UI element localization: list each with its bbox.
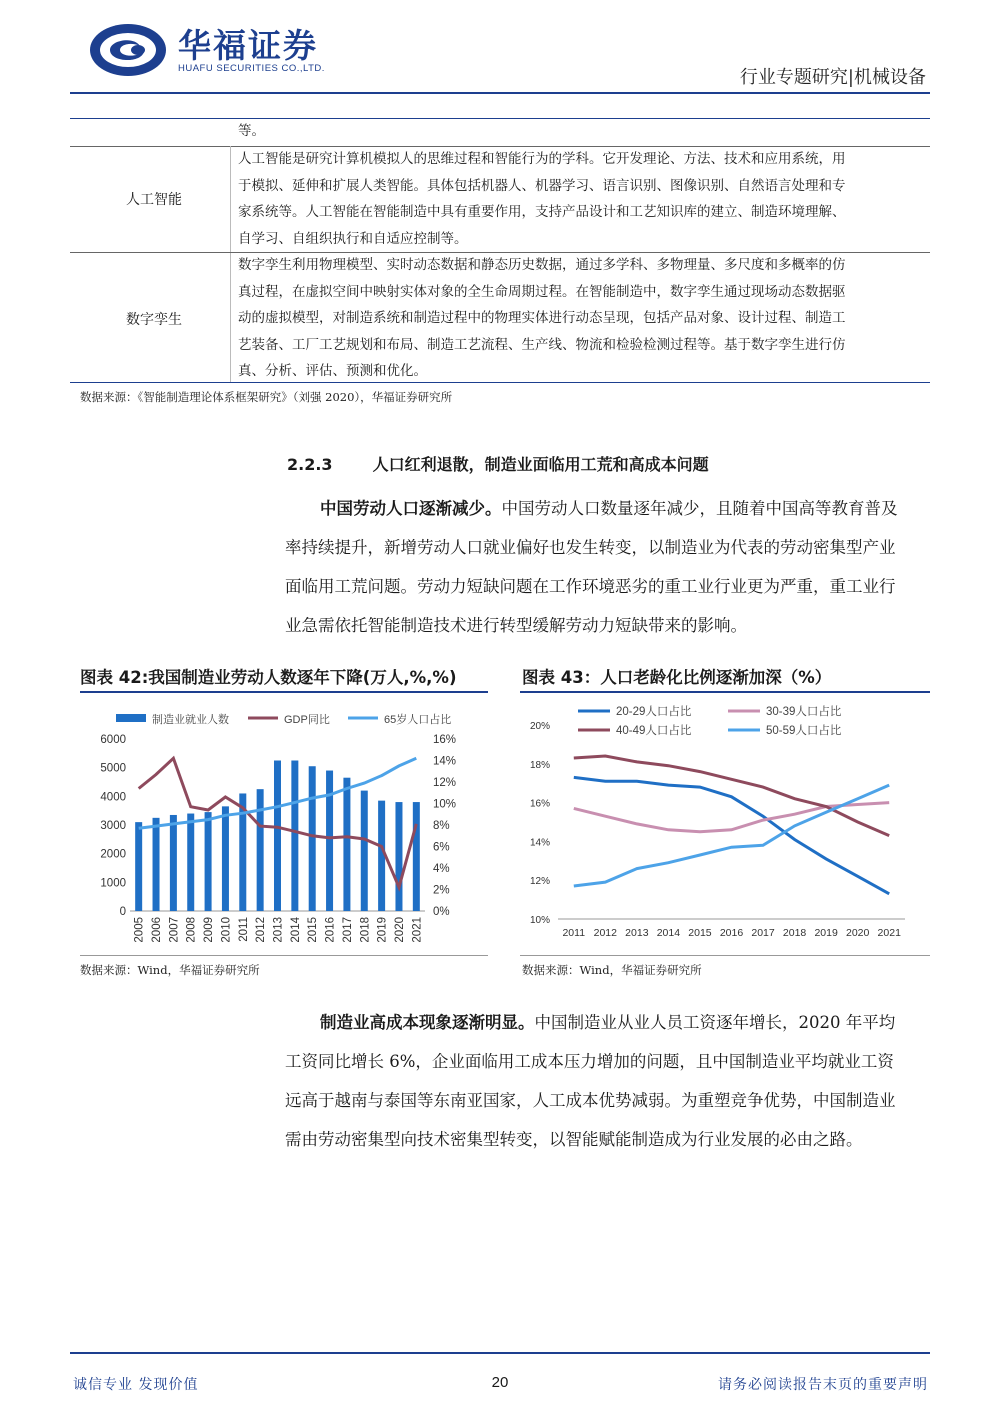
bar — [291, 761, 298, 912]
table-row-label: 数字孪生 — [126, 312, 182, 328]
bar — [309, 766, 316, 911]
bar — [153, 818, 160, 911]
y-tick-label: 12% — [529, 876, 550, 888]
chart-42 — [80, 697, 490, 955]
x-tick-label: 2014 — [289, 917, 302, 943]
table-continuation: 等。 — [238, 123, 265, 139]
y-right-tick-label: 12% — [433, 777, 457, 789]
y-tick-label: 14% — [529, 837, 550, 849]
paragraph-cost: 制造业高成本现象逐渐明显。中国制造业从业人员工资逐年增长，2020 年平均 工资同比增长 6%，企业面临用工成本压力增加的问题，且中国制造业平均就业工资 远高于越南与泰国等东南亚国家，人工成本优势减弱。为重塑竞争优势，中国制造业 需由劳动密集型向技术密集型转变，以智能赋能制造成为行业发展的必由之路。 — [285, 1013, 896, 1149]
company-name-cn: 华福证券 — [178, 26, 318, 65]
bar — [170, 815, 177, 911]
table-row-text: 数字孪生利用物理模型、实时动态数据和静态历史数据，通过多学科、多物理量、多尺度和多概率的仿 真过程，在虚拟空间中映射实体对象的全生命周期过程。在智能制造中，数字孪生通过现场动态数据驱 动的虚拟模型，对制造系统和制造过程中的物理实体进行动态呈现，包括产品对象、设计过程、制造工 艺装备、工厂工艺规划和布局、制造工艺流程、生产线、物流和检验检测过程等。基于数字孪生进行仿 真、分析、评估、预测和优化。 — [238, 257, 846, 379]
figure-42-source: 数据来源：Wind，华福证券研究所 — [80, 963, 260, 977]
x-tick-label: 2021 — [411, 917, 424, 943]
x-tick-label: 2005 — [133, 917, 146, 943]
bar — [135, 822, 142, 911]
footer-disclaimer: 请务必阅读报告末页的重要声明 — [718, 1377, 928, 1393]
x-tick-label: 2012 — [593, 927, 617, 939]
legend-swatch — [116, 714, 146, 722]
legend-label: 65岁人口占比 — [384, 714, 452, 726]
company-name-en: HUAFU SECURITIES CO.,LTD. — [178, 63, 325, 74]
y-right-tick-label: 2% — [433, 884, 450, 897]
legend-label: 30-39人口占比 — [766, 706, 842, 718]
company-logo — [88, 22, 168, 78]
y-left-tick-label: 5000 — [100, 762, 126, 775]
bar — [413, 802, 420, 911]
footer-rule — [70, 1352, 930, 1354]
bar — [343, 778, 350, 911]
x-tick-label: 2016 — [324, 917, 337, 943]
x-tick-label: 2014 — [656, 927, 681, 939]
x-tick-label: 2019 — [376, 917, 389, 943]
legend-label: 20-29人口占比 — [616, 706, 692, 718]
x-tick-label: 2018 — [782, 927, 807, 939]
legend-label: 40-49人口占比 — [616, 725, 692, 737]
y-left-tick-label: 0 — [119, 906, 126, 918]
x-tick-label: 2021 — [877, 927, 901, 939]
y-right-tick-label: 8% — [433, 820, 450, 832]
y-tick-label: 18% — [529, 759, 550, 771]
table-source: 数据来源：《智能制造理论体系框架研究》（刘强 2020），华福证券研究所 — [80, 390, 453, 404]
bar — [205, 812, 212, 911]
x-tick-label: 2008 — [185, 917, 198, 943]
figure-42-rule — [80, 691, 488, 693]
x-tick-label: 2013 — [625, 927, 649, 939]
x-tick-label: 2006 — [151, 917, 164, 943]
legend-label: 制造业就业人数 — [152, 714, 229, 726]
page-number: 20 — [491, 1374, 509, 1391]
table-bottom-rule — [70, 382, 930, 383]
x-tick-label: 2010 — [220, 917, 233, 943]
chart-43 — [520, 697, 930, 955]
x-tick-label: 2017 — [341, 917, 354, 943]
figure-43-bottom-rule — [520, 955, 930, 956]
footer-slogan: 诚信专业 发现价值 — [73, 1377, 199, 1393]
y-tick-label: 10% — [529, 915, 550, 926]
bar — [222, 806, 229, 911]
table-row-text: 人工智能是研究计算机模拟人的思维过程和智能行为的学科。它开发理论、方法、技术和应用系统，用 于模拟、延伸和扩展人类智能。具体包括机器人、机器学习、语言识别、图像识别、自然语言处理和专 家系统等。人工智能在智能制造中具有重要作用，支持产品设计和工艺知识库的建立、制造环境理解、 自学习、自组织执行和自适应控制等。 — [238, 151, 846, 247]
bar — [361, 791, 368, 911]
x-tick-label: 2015 — [688, 927, 712, 939]
y-left-tick-label: 2000 — [100, 848, 126, 861]
legend-label: GDP同比 — [284, 714, 330, 726]
y-right-tick-label: 6% — [433, 841, 450, 854]
x-tick-label: 2016 — [719, 927, 744, 939]
x-tick-label: 2020 — [393, 917, 406, 943]
bar — [326, 771, 333, 911]
legend-label: 50-59人口占比 — [766, 725, 842, 737]
y-right-tick-label: 16% — [433, 734, 457, 746]
x-tick-label: 2013 — [272, 917, 285, 943]
x-tick-label: 2019 — [814, 927, 838, 939]
table-column-divider — [230, 146, 231, 382]
table-row-label: 人工智能 — [126, 192, 182, 208]
y-left-tick-label: 4000 — [100, 791, 126, 804]
y-right-tick-label: 4% — [433, 863, 450, 875]
x-tick-label: 2011 — [562, 927, 586, 939]
series-line — [574, 785, 889, 886]
bar — [257, 789, 264, 911]
y-right-tick-label: 10% — [433, 798, 457, 811]
report-category: 行业专题研究|机械设备 — [739, 67, 926, 88]
x-tick-label: 2015 — [307, 917, 320, 943]
figure-43-title: 图表 43：人口老龄化比例逐渐加深（%） — [522, 668, 832, 687]
x-tick-label: 2012 — [255, 917, 268, 943]
y-tick-label: 16% — [529, 798, 550, 810]
y-tick-label: 20% — [529, 721, 550, 732]
x-tick-label: 2009 — [203, 917, 216, 943]
bar — [274, 761, 281, 912]
section-heading: 2.2.3 人口红利退散，制造业面临用工荒和高成本问题 — [287, 455, 709, 474]
figure-43-source: 数据来源：Wind，华福证券研究所 — [522, 963, 702, 977]
bar — [395, 802, 402, 911]
y-left-tick-label: 3000 — [100, 820, 126, 832]
figure-43-rule — [520, 691, 930, 693]
figure-42-title: 图表 42:我国制造业劳动人数逐年下降(万人,%,%) — [80, 668, 457, 687]
x-tick-label: 2018 — [359, 917, 372, 943]
x-tick-label: 2017 — [751, 927, 775, 939]
x-tick-label: 2007 — [168, 917, 181, 943]
y-left-tick-label: 6000 — [100, 734, 126, 746]
figure-42-bottom-rule — [80, 955, 488, 956]
bar — [187, 814, 194, 911]
y-right-tick-label: 14% — [433, 755, 457, 768]
x-tick-label: 2011 — [237, 917, 250, 942]
paragraph-labor: 中国劳动人口逐渐减少。中国劳动人口数量逐年减少，且随着中国高等教育普及 率持续提升，新增劳动人口就业偏好也发生转变，以制造业为代表的劳动密集型产业 面临用工荒问题。劳动力短缺问题在工作环境恶劣的重工业行业更为严重，重工业行 业急需依托智能制造技术进行转型缓解劳动力短缺带来的影响。 — [285, 499, 898, 635]
header-rule — [70, 92, 930, 94]
x-tick-label: 2020 — [846, 927, 870, 939]
y-left-tick-label: 1000 — [100, 877, 126, 890]
y-right-tick-label: 0% — [433, 906, 450, 918]
